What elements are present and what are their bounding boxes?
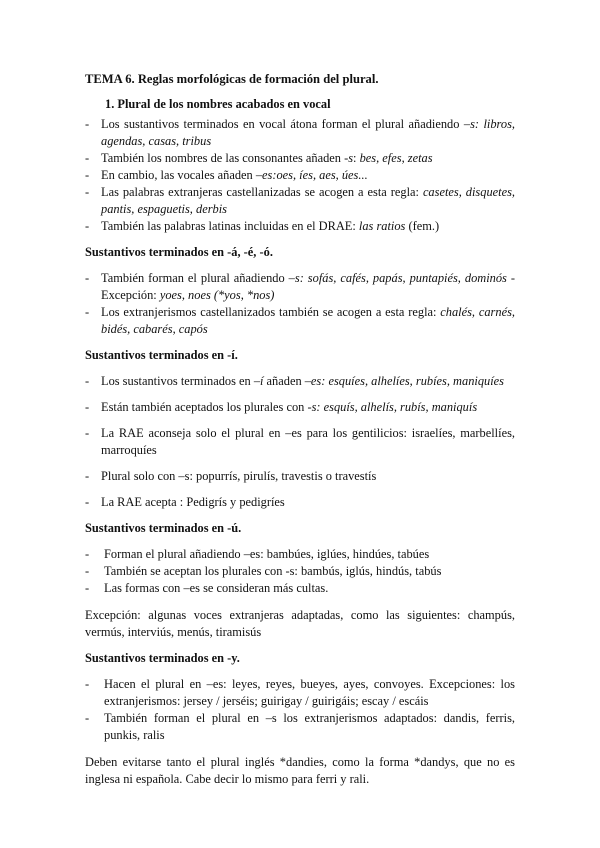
- list-item: - Plural solo con –s: popurrís, pirulís, travestis o travestís: [85, 469, 377, 483]
- list-item: - También se aceptan los plurales con -s: bambús, iglús, hindús, tabús: [85, 564, 442, 578]
- list-item: - Los sustantivos terminados en vocal átona forman el plural añadiendo –s: libros, agendas, casas, tribus: [85, 117, 515, 148]
- section-1-list: [85, 116, 515, 235]
- list-item: - También forman el plural añadiendo –s: sofás, cafés, papás, puntapiés, dominós - Excepción: yoes, noes (*yos, *nos): [85, 271, 515, 302]
- section-5-note: Deben evitarse tanto el plural inglés *dandies, como la forma *dandys, que no es inglesa ni española. Cabe decir lo mismo para ferri y rali.: [85, 755, 515, 786]
- section-4-exception: Excepción: algunas voces extranjeras adaptadas, como las siguientes: champús, vermús, interviús, menús, tiramisús: [85, 608, 515, 639]
- list-item: - También forman el plural en –s los extranjerismos adaptados: dandis, ferris, punkis, ralis: [85, 711, 515, 742]
- section-3-heading: Sustantivos terminados en -í.: [85, 348, 238, 362]
- section-5-list: [85, 676, 515, 744]
- list-item: - Las palabras extranjeras castellanizadas se acogen a esta regla: casetes, disquetes, pantis, espaguetis, derbis: [85, 185, 515, 216]
- list-item: - En cambio, las vocales añaden –es:oes, íes, aes, úes...: [85, 168, 368, 182]
- section-1-heading: 1. Plural de los nombres acabados en vocal: [105, 97, 331, 111]
- section-5-heading: Sustantivos terminados en -y.: [85, 651, 240, 665]
- list-item: - Los extranjerismos castellanizados también se acogen a esta regla: chalés, carnés, bidés, cabarés, capós: [85, 305, 515, 336]
- list-item: - Forman el plural añadiendo –es: bambúes, iglúes, hindúes, tabúes: [85, 547, 430, 561]
- list-item: - También los nombres de las consonantes añaden -s: bes, efes, zetas: [85, 151, 433, 165]
- list-item: - Están también aceptados los plurales con -s: esquís, alhelís, rubís, maniquís: [85, 400, 478, 414]
- section-3-list: [85, 373, 515, 511]
- list-item: - La RAE acepta : Pedigrís y pedigríes: [85, 495, 285, 509]
- list-item: - Hacen el plural en –es: leyes, reyes, bueyes, ayes, convoyes. Excepciones: los extranjerismos: jersey / jerséis; guirigay / guirigáis; escay / escáis: [85, 677, 515, 708]
- list-item: - También las palabras latinas incluidas en el DRAE: las ratios (fem.): [85, 219, 440, 233]
- list-item: - Los sustantivos terminados en –í añaden –es: esquíes, alhelíes, rubíes, maniquíes: [85, 374, 504, 388]
- document-page: [85, 72, 515, 788]
- list-item: - Las formas con –es se consideran más cultas.: [85, 581, 329, 595]
- section-2-heading: Sustantivos terminados en -á, -é, -ó.: [85, 245, 273, 259]
- document-title: TEMA 6. Reglas morfológicas de formación del plural.: [85, 72, 379, 86]
- section-2-list: [85, 270, 515, 338]
- list-item: - La RAE aconseja solo el plural en –es para los gentilicios: israelíes, marbellíes, marroquíes: [85, 426, 515, 457]
- section-4-list: [85, 546, 515, 597]
- section-4-heading: Sustantivos terminados en -ú.: [85, 521, 242, 535]
